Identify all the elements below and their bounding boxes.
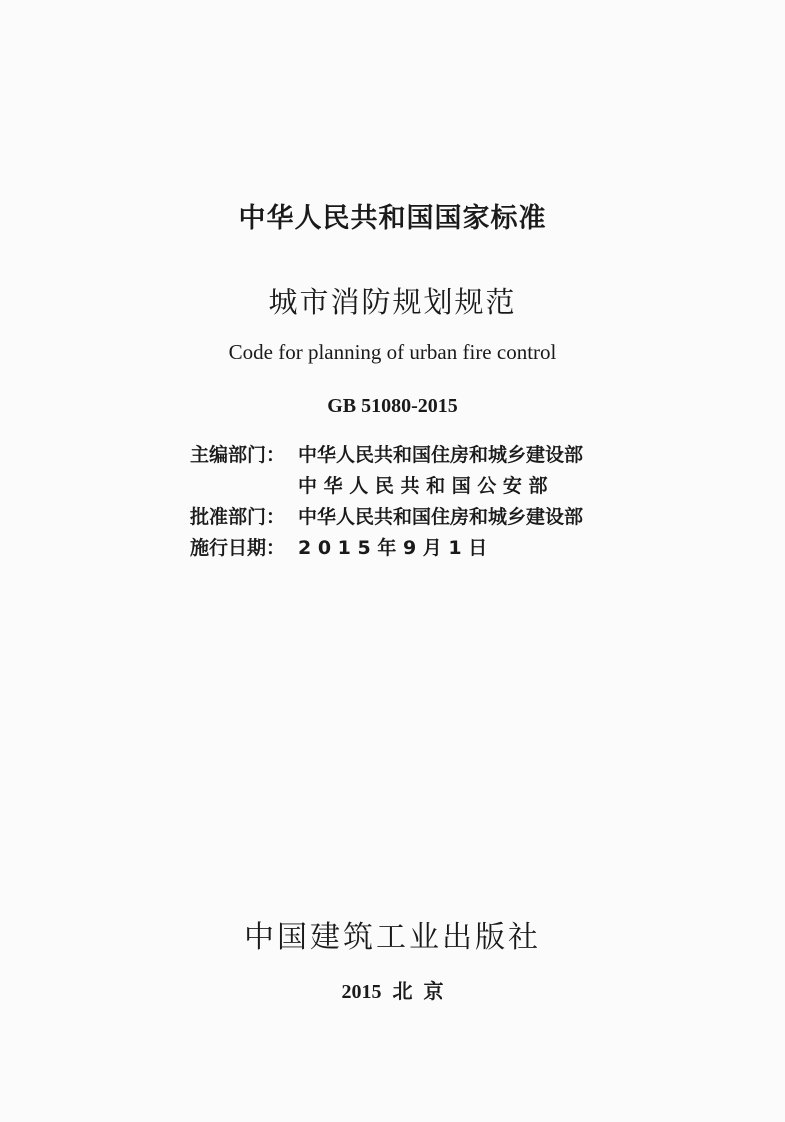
editor-label: 主编部门： (190, 444, 286, 466)
approver-department: 中华人民共和国住房和城乡建设部 (298, 506, 584, 528)
publisher: 中国建筑工业出版社 (244, 920, 541, 955)
effective-date-row (190, 531, 620, 562)
standard-number: GB 51080-2015 (327, 395, 458, 417)
publication-info (190, 438, 620, 562)
title-english: Code for planning of urban fire control (228, 340, 557, 364)
editor-row-2 (190, 469, 620, 500)
editor-department-1: 中华人民共和国住房和城乡建设部 (298, 444, 584, 466)
editor-department-2: 中 华 人 民 共 和 国 公 安 部 (298, 475, 548, 497)
standard-type: 中华人民共和国国家标准 (238, 203, 547, 234)
approver-row (190, 500, 620, 531)
title-chinese: 城市消防规划规范 (268, 285, 517, 319)
publication-place-year: 2015 北 京 (341, 981, 444, 1003)
effective-date-label: 施行日期： (190, 537, 286, 559)
effective-date: 2 0 1 5 年 9 月 1 日 (298, 537, 488, 559)
approver-label: 批准部门： (190, 506, 286, 528)
editor-row (190, 438, 620, 469)
